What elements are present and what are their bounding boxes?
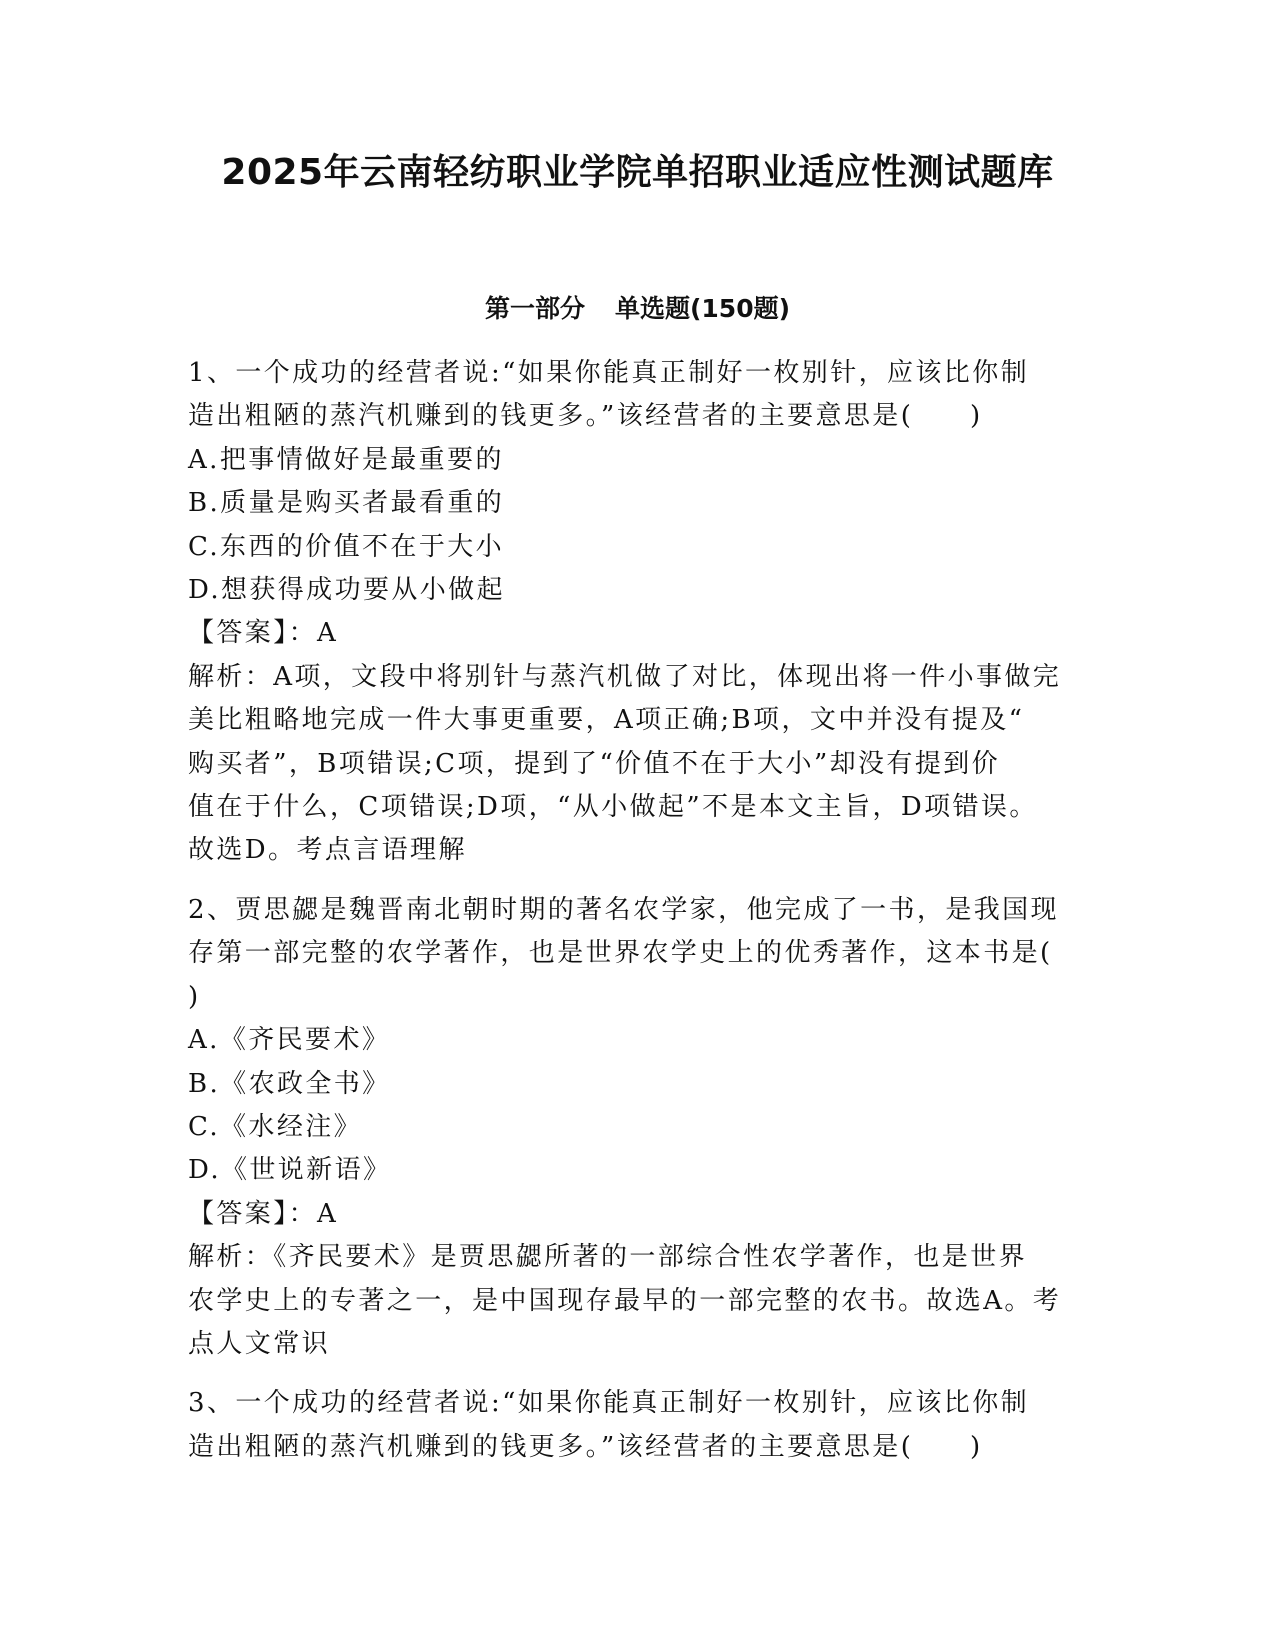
analysis-line: 值在于什么，C项错误;D项，“从小做起”不是本文主旨，D项错误。 (188, 792, 1038, 823)
analysis-line: 故选D。考点言语理解 (188, 835, 467, 866)
question-stem-line: 存第一部完整的农学著作，也是世界农学史上的优秀著作，这本书是( (188, 938, 1053, 969)
answer-line: 【答案】：A (188, 618, 339, 649)
option-d: D.想获得成功要从小做起 (188, 575, 505, 606)
answer-line: 【答案】：A (188, 1198, 339, 1229)
section-heading (0, 290, 1275, 328)
option-d: D.《世说新语》 (188, 1155, 392, 1186)
question-stem-line: 3、一个成功的经营者说:“如果你能真正制好一枚别针，应该比你制 (188, 1388, 1029, 1419)
question-list (188, 352, 1088, 1485)
option-a: A.《齐民要术》 (188, 1025, 391, 1056)
analysis-line: 解析：A项，文段中将别针与蒸汽机做了对比，体现出将一件小事做完 (188, 661, 1062, 692)
analysis-line: 点人文常识 (188, 1328, 331, 1359)
question-2 (188, 889, 1088, 1366)
question-1 (188, 352, 1088, 873)
question-stem-line: 1、一个成功的经营者说:“如果你能真正制好一枚别针，应该比你制 (188, 358, 1029, 388)
question-stem-line: 造出粗陋的蒸汽机赚到的钱更多。”该经营者的主要意思是( ) (188, 401, 983, 432)
analysis-line: 购买者”，B项错误;C项，提到了“价值不在于大小”却没有提到价 (188, 748, 1001, 779)
section-part: 第一部分 (484, 294, 585, 323)
analysis-line: 解析：《齐民要术》是贾思勰所著的一部综合性农学著作，也是世界 (188, 1242, 1028, 1273)
option-a: A.把事情做好是最重要的 (188, 444, 504, 475)
question-3 (188, 1382, 1088, 1469)
option-b: B.质量是购买者最看重的 (188, 488, 505, 519)
analysis-line: 农学史上的专著之一，是中国现存最早的一部完整的农书。故选A。考 (188, 1285, 1062, 1316)
option-c: C.东西的价值不在于大小 (188, 531, 505, 562)
analysis-line: 美比粗略地完成一件大事更重要，A项正确;B项，文中并没有提及“ (188, 705, 1025, 736)
section-name: 单选题(150题) (614, 294, 791, 323)
question-stem-line: 造出粗陋的蒸汽机赚到的钱更多。”该经营者的主要意思是( ) (188, 1431, 983, 1462)
question-stem-line: 2、贾思勰是魏晋南北朝时期的著名农学家，他完成了一书，是我国现 (188, 894, 1059, 925)
option-b: B.《农政全书》 (188, 1068, 391, 1099)
question-stem-line: ) (188, 981, 201, 1012)
option-c: C.《水经注》 (188, 1111, 363, 1142)
document-title: 2025年云南轻纺职业学院单招职业适应性测试题库 (221, 152, 1054, 193)
